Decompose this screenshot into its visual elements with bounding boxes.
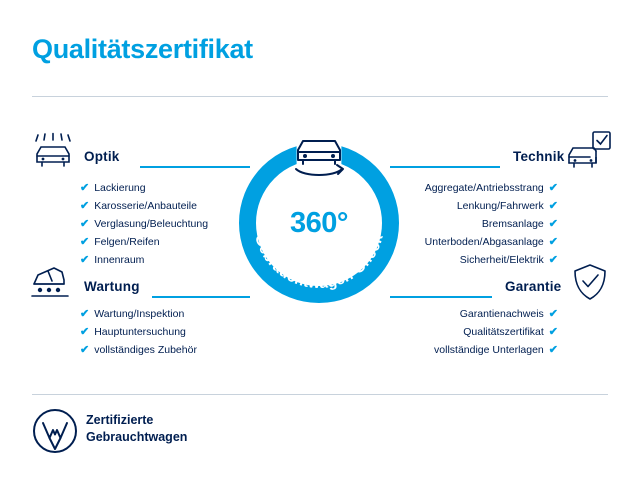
list-item — [80, 197, 255, 215]
list-item-label: Lackierung — [94, 182, 146, 194]
check-icon: ✔ — [80, 343, 90, 356]
list-item-label: Wartung/Inspektion — [94, 308, 185, 320]
list-item — [80, 341, 255, 359]
section-list-optik — [80, 179, 255, 269]
footer-divider — [32, 394, 608, 395]
list-item-label: vollständige Unterlagen — [434, 344, 544, 356]
check-icon: ✔ — [548, 181, 558, 194]
list-item — [383, 341, 558, 359]
list-item — [383, 197, 558, 215]
list-item-label: Felgen/Reifen — [94, 236, 160, 248]
check-icon: ✔ — [80, 253, 90, 266]
list-item — [80, 323, 255, 341]
check-icon: ✔ — [80, 181, 90, 194]
check-icon: ✔ — [548, 235, 558, 248]
section-heading-garantie: Garantie — [505, 279, 562, 294]
section-list-garantie — [383, 305, 558, 359]
check-icon: ✔ — [548, 325, 558, 338]
list-item-label: Garantienachweis — [459, 308, 544, 320]
list-item-label: Unterboden/Abgasanlage — [424, 236, 544, 248]
section-heading-technik: Technik — [513, 149, 565, 164]
vw-logo — [32, 408, 78, 454]
list-item — [80, 215, 255, 233]
list-item-label: Qualitätszertifikat — [463, 326, 544, 338]
check-icon: ✔ — [548, 307, 558, 320]
check-icon: ✔ — [548, 199, 558, 212]
list-item-label: Innenraum — [94, 254, 145, 266]
list-item-label: Karosserie/Anbauteile — [94, 200, 197, 212]
car-checklist-icon — [566, 130, 612, 174]
check-icon: ✔ — [80, 307, 90, 320]
list-item — [80, 233, 255, 251]
check-icon: ✔ — [548, 217, 558, 230]
check-icon: ✔ — [548, 343, 558, 356]
list-item — [383, 323, 558, 341]
list-item — [383, 305, 558, 323]
shield-check-icon — [570, 262, 610, 304]
footer-line-1: Zertifizierte — [86, 413, 154, 427]
360-check-badge — [231, 135, 407, 311]
check-icon: ✔ — [80, 325, 90, 338]
list-item — [383, 251, 558, 269]
svg-text:Gebrauchtwagen-Check — [251, 232, 387, 292]
list-item-label: Aggregate/Antriebsstrang — [424, 182, 544, 194]
list-item — [383, 233, 558, 251]
list-item-label: Sicherheit/Elektrik — [459, 254, 544, 266]
list-item — [80, 179, 255, 197]
car-lift-icon — [28, 262, 76, 304]
check-icon: ✔ — [548, 253, 558, 266]
footer-brand-text — [86, 412, 187, 446]
list-item — [80, 305, 255, 323]
footer-line-2: Gebrauchtwagen — [86, 430, 188, 444]
list-item — [383, 215, 558, 233]
page-title: Qualitätszertifikat — [32, 34, 253, 64]
section-list-wartung — [80, 305, 255, 359]
list-item-label: Bremsanlage — [481, 218, 544, 230]
title-divider — [32, 96, 608, 97]
check-icon: ✔ — [80, 199, 90, 212]
check-icon: ✔ — [80, 217, 90, 230]
badge-degrees: 360° — [290, 207, 348, 239]
section-list-technik — [383, 179, 558, 269]
badge-arc-text: Gebrauchtwagen-Check — [251, 232, 387, 293]
list-item — [80, 251, 255, 269]
list-item — [383, 179, 558, 197]
list-item-label: Verglasung/Beleuchtung — [94, 218, 209, 230]
list-item-label: Lenkung/Fahrwerk — [456, 200, 544, 212]
section-heading-optik: Optik — [84, 149, 120, 164]
list-item-label: vollständiges Zubehör — [94, 344, 197, 356]
check-icon: ✔ — [80, 235, 90, 248]
section-heading-wartung: Wartung — [84, 279, 140, 294]
list-item-label: Hauptuntersuchung — [94, 326, 186, 338]
car-wash-icon — [30, 132, 76, 174]
car-front-rotate-icon — [284, 135, 354, 181]
